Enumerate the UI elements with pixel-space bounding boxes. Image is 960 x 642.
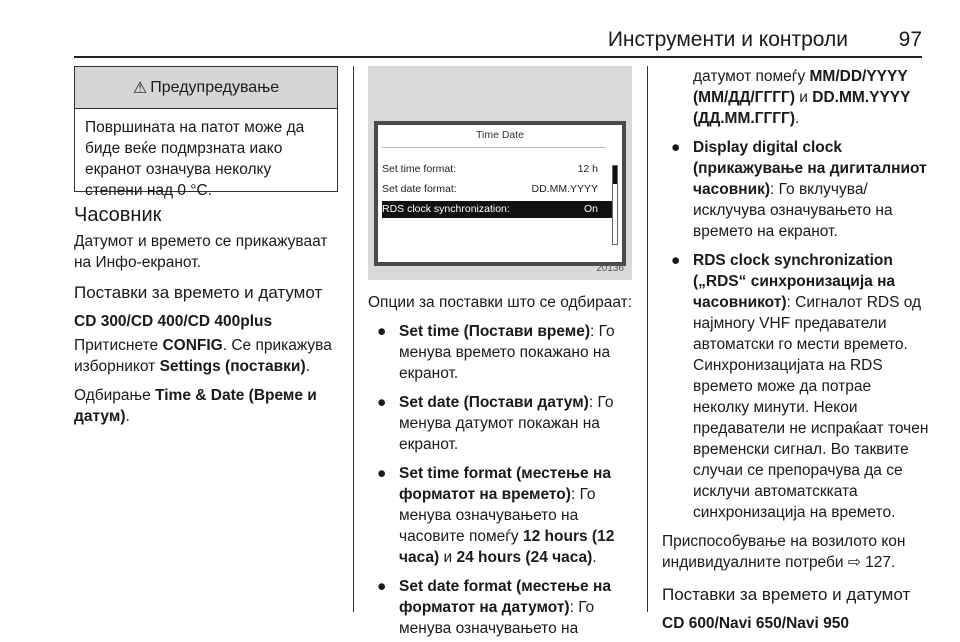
- header-rule: [74, 56, 922, 58]
- list-item: ● Set time (Постави време): Го менува времето покажано на екранот.: [377, 323, 615, 382]
- list-item: ● Set date format (местење на форматот на датумот): Го менува означувањето на: [377, 578, 611, 637]
- subsection-title-2: Поставки за времето и датумот: [662, 585, 911, 604]
- screen-scrollbar: [612, 165, 618, 245]
- list-item: ● RDS clock synchronization („RDS“ синхронизација на часовникот): Сигналот RDS од најмногу VHF предаватели автоматски го мести времето. Синхронизацијата на RDS времето може да потрае неколку минути. Некои предаватели не испраќаат точен временски сигнал. Во таквите случаи се препорачува да се исклучи автоматскката синхронизација на времето.: [671, 252, 929, 521]
- options-list: [368, 321, 640, 639]
- warning-title: Предупредување: [150, 78, 280, 96]
- models-heading-2: CD 600/Navi 650/Navi 950: [662, 615, 849, 632]
- list-item: ● Set date (Постави датум): Го менува датумот покажан на екранот.: [377, 394, 614, 453]
- info-display: [374, 121, 626, 266]
- column-divider: [353, 66, 354, 612]
- warning-body: Површината на патот може да биде веќе подмрзната иако екранот означува неколку степени над 0 °C.: [85, 119, 305, 199]
- adaptation-paragraph: Приспособување на возилото кон индивидуалните потреби ⇨ 127.: [662, 533, 906, 571]
- screen-title: Time Date: [475, 129, 525, 141]
- header-title: Инструменти и контроли: [607, 28, 848, 51]
- models-heading: CD 300/CD 400/CD 400plus: [74, 313, 273, 330]
- column-divider: [647, 66, 648, 612]
- list-item: ● Display digital clock (прикажување на дигиталниот часовник): Го вклучува/ исклучува означувањето на времето на екранот.: [671, 139, 927, 240]
- selection-paragraph: Одбирање Time & Date (Време и датум).: [74, 387, 317, 425]
- display-options-list: [662, 137, 930, 523]
- instruction-paragraph: Притиснете CONFIG. Се прикажува изборникот Settings (поставки).: [74, 337, 332, 375]
- section-title: Часовник: [74, 204, 162, 226]
- continued-paragraph: датумот помеѓу MM/DD/YYYY (ММ/ДД/ГГГГ) и DD.MM.YYYY (ДД.ММ.ГГГГ).: [693, 68, 911, 127]
- page-reference-arrow-icon: ⇨: [847, 554, 861, 571]
- warning-triangle-icon: ⚠: [132, 79, 148, 97]
- screen-row-time-format: Set time format: 12 h: [382, 163, 598, 175]
- warning-box: [74, 66, 338, 199]
- warning-header: [75, 67, 337, 109]
- page-header: [0, 0, 960, 56]
- column-3-text: [662, 66, 930, 633]
- column-2-text: [368, 292, 640, 639]
- screen-row-date-format: Set date format: DD.MM.YYYY: [382, 183, 598, 195]
- list-item: ● Set time format (местење на форматот на времето): Го менува означувањето на часовите помеѓу 12 hours (12 часа) и 24 hours (24 часа).: [377, 465, 615, 566]
- screen-row-rds-sync: RDS clock synchronization: On: [382, 201, 612, 218]
- figure-number: 20136: [596, 263, 624, 274]
- display-screenshot-figure: [368, 66, 632, 280]
- column-1-text: [74, 204, 348, 427]
- options-intro: Опции за поставки што се одбираат:: [368, 294, 633, 311]
- intro-paragraph: Датумот и времето се прикажуваат на Инфо-екранот.: [74, 233, 328, 271]
- screen-separator: [382, 147, 606, 148]
- subsection-title: Поставки за времето и датумот: [74, 283, 323, 302]
- page-number: 97: [898, 28, 922, 51]
- info-display-screen: [378, 125, 622, 262]
